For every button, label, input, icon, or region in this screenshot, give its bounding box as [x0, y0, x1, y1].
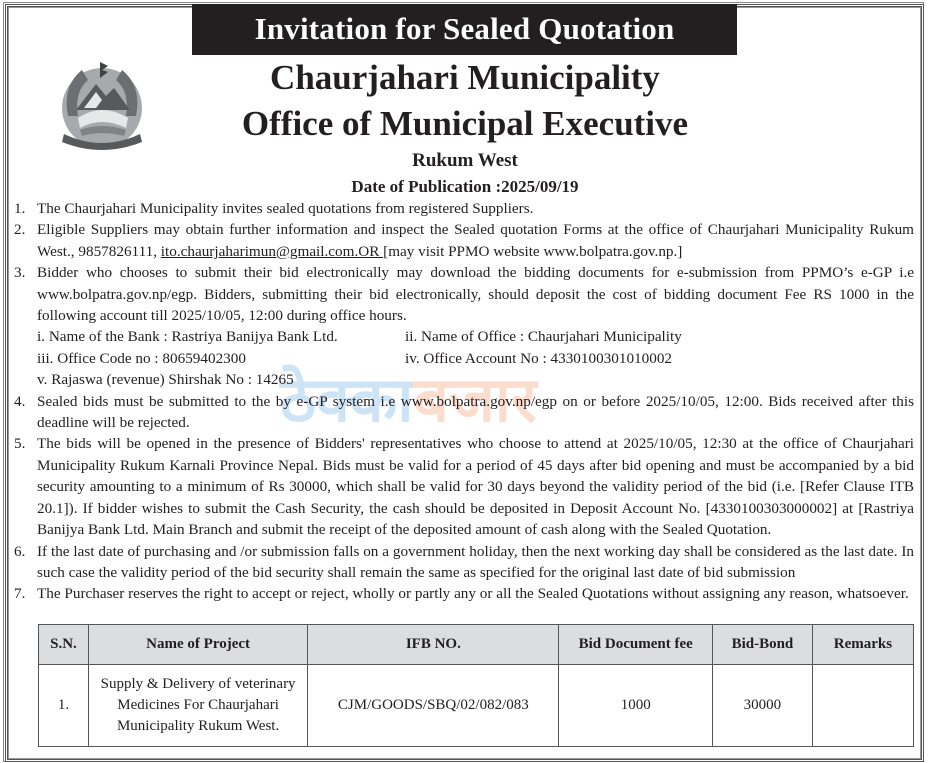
email-link[interactable]: ito.chaurjaharimun@gmail.com.OR [160, 242, 384, 260]
header-remarks: Remarks [812, 625, 913, 665]
clause-3 [12, 262, 914, 390]
header-bid-document-fee: Bid Document fee [559, 625, 713, 665]
table-header-row [39, 625, 914, 665]
clause-text: The Purchaser reserves the right to accept or reject, wholly or partly any or all the Sealed Quotations without assigning any reason, whatsoever. [37, 585, 909, 603]
clause-number: 1. [14, 200, 26, 217]
clause-text: The bids will be opened in the presence of Bidders' representatives who choose to attend at 2025/10/05, 12:30 at the office of Chaurjahari Municipality Rukum Karnali Province Nepal. Bids must be valid for a period of 45 days after bid opening and must be accompanied by a bid security amounting to a minimum of Rs 30000, which shall be valid for 30 days beyond the validity period of the bid (i.e. [Refer Clause ITB 20.1]). If bidder wishes to submit the Cash Security, the cash should be deposited in Deposit Account No. [4330100303000002] at [Rastriya Banijya Bank Ltd. Main Branch and submit the receipt of the deposited amount of cash along with the Sealed Quotation. [37, 435, 914, 539]
header-bid-bond: Bid-Bond [713, 625, 813, 665]
office-code: iii. Office Code no : 80659402300 [37, 349, 246, 367]
clause-number: 6. [14, 542, 26, 560]
office-name-detail: ii. Name of Office : Chaurjahari Municipality [405, 328, 682, 346]
cell-project-name: Supply & Delivery of veterinary Medicines For Chaurjahari Municipality Rukum West. [88, 665, 307, 747]
clause-2 [12, 219, 914, 262]
office-name: Office of Municipal Executive [241, 104, 689, 143]
project-table [38, 624, 914, 747]
clause-number: 2. [14, 221, 26, 239]
clause-1 [12, 198, 914, 219]
clause-text: Sealed bids must be submitted to the by e-GP system i.e www.bolpatra.gov.np/egp on or before 2025/10/05, 12:00. Bids received after this deadline will be rejected. [37, 392, 914, 432]
header-ifb-no: IFB NO. [308, 625, 559, 665]
clause-4 [12, 391, 914, 434]
cell-ifb-no: CJM/GOODS/SBQ/02/082/083 [308, 665, 559, 747]
revenue-shirshak-no: v. Rajaswa (revenue) Shirshak No : 14265 [37, 371, 294, 389]
bank-details [37, 326, 914, 390]
cell-sn: 1. [39, 665, 89, 747]
clause-text: Eligible Suppliers may obtain further information and inspect the Sealed quotation Forms at the office of Chaurjahari Municipality Rukum West., 9857826111, [37, 221, 914, 260]
clause-number: 4. [14, 392, 26, 410]
clause-text: Bidder who chooses to submit their bid electronically may download the bidding documents for e-submission from PPMO’s e-GP i.e www.bolpatra.gov.np/egp. Bidders, submitting their bid electronically, should deposit the cost of bidding document Fee RS 1000 in the following account till 2025/10/05, 12:00 during office hours. [37, 264, 914, 325]
notice-title: Invitation for Sealed Quotation [192, 4, 737, 55]
clause-text-after: [may visit PPMO website www.bolpatra.gov.np.] [383, 242, 683, 260]
organization-name: Chaurjahari Municipality [270, 58, 660, 97]
clause-text: If the last date of purchasing and /or submission falls on a government holiday, then the next working day shall be considered as the last date. In such case the validity period of the bid security shall remain the same as specified for the original last date of bid submission [37, 542, 914, 581]
clause-text: The Chaurjahari Municipality invites sealed quotations from registered Suppliers. [37, 200, 534, 217]
clause-5 [12, 433, 914, 540]
clause-number: 5. [14, 435, 26, 453]
watermark-part1: ठेक्का [280, 363, 414, 436]
cell-bid-document-fee: 1000 [559, 665, 713, 747]
clause-number: 3. [14, 264, 26, 282]
clause-list [12, 198, 914, 605]
clause-6 [12, 541, 914, 584]
district-name: Rukum West [412, 150, 518, 171]
table-row [39, 665, 914, 747]
clause-7 [12, 583, 914, 604]
bank-name: i. Name of the Bank : Rastriya Banijya Bank Ltd. [37, 328, 338, 346]
watermark-part2: बजार [413, 363, 537, 436]
office-account-no: iv. Office Account No : 4330100301010002 [405, 349, 673, 367]
notice-body [12, 198, 914, 605]
header-sn: S.N. [39, 625, 89, 665]
cell-remarks [812, 665, 913, 747]
publication-date: Date of Publication :2025/09/19 [351, 177, 579, 196]
header-project-name: Name of Project [88, 625, 307, 665]
clause-number: 7. [14, 585, 26, 603]
cell-bid-bond: 30000 [713, 665, 813, 747]
